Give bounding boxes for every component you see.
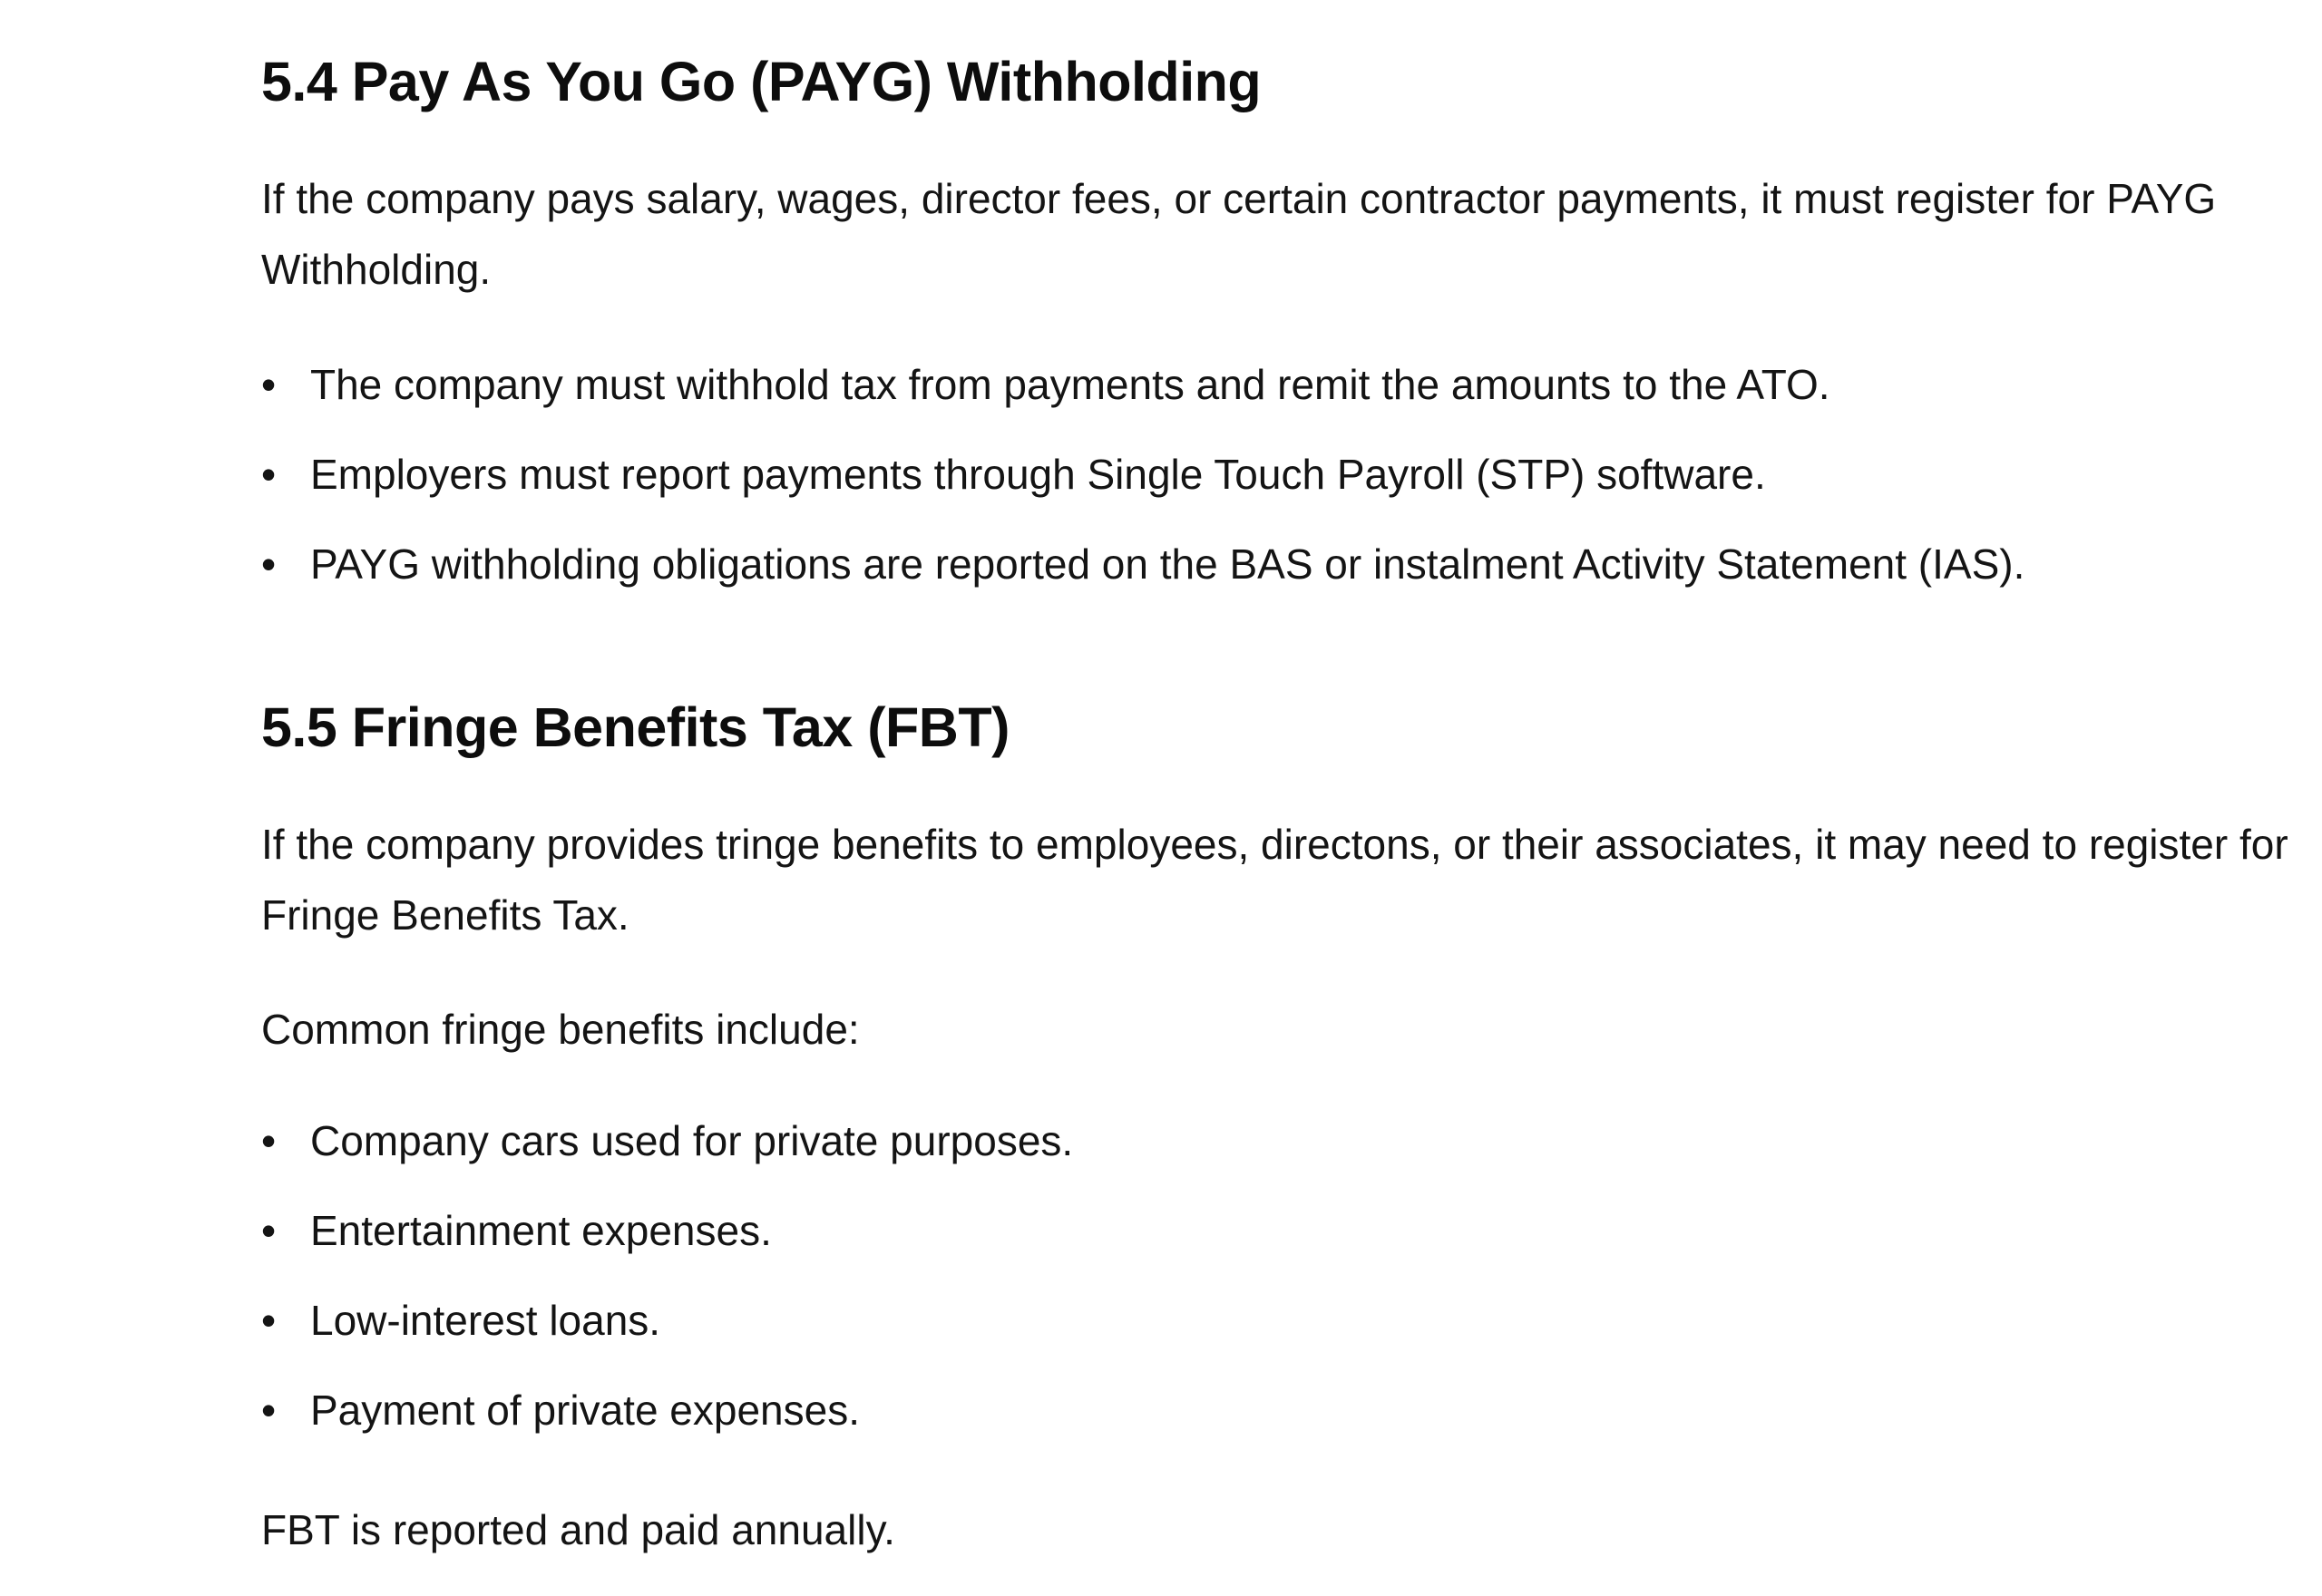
section-intro-fbt: If the company provides tringe benefits to employees, directons, or their associates, it may need to register for Fringe Benefits Tax.: [261, 821, 2288, 939]
bullet-icon: •: [261, 1207, 277, 1254]
bullet-list-fbt: [261, 1114, 2284, 1473]
list-item: [261, 537, 2284, 591]
bullet-icon: •: [261, 1297, 277, 1344]
section-intro-payg: If the company pays salary, wages, director fees, or certain contractor payments, it must register for PAYG Withholding.: [261, 175, 2217, 293]
list-item-text: Employers must report payments through Single Touch Payroll (STP) software.: [310, 451, 1766, 498]
list-item: [261, 1383, 2284, 1437]
bullet-list-payg: [261, 357, 2284, 627]
list-item-text: PAYG withholding obligations are reported on the BAS or instalment Activity Statement (IAS).: [310, 540, 2025, 588]
section-heading-fbt: 5.5 Fringe Benefits Tax (FBT): [261, 696, 1010, 758]
list-item: [261, 357, 2284, 412]
common-benefits-label: Common fringe benefits include:: [261, 1006, 860, 1053]
list-item-text: Payment of private expenses.: [310, 1387, 860, 1434]
list-item: [261, 1293, 2284, 1348]
list-item-text: The company must withhold tax from payments and remit the amounts to the ATO.: [310, 361, 1830, 408]
bullet-icon: •: [261, 1117, 277, 1164]
fbt-closing-text: FBT is reported and paid annually.: [261, 1506, 895, 1553]
bullet-icon: •: [261, 361, 277, 408]
list-item: [261, 1203, 2284, 1258]
list-item: [261, 447, 2284, 501]
list-item: [261, 1114, 2284, 1168]
bullet-icon: •: [261, 540, 277, 588]
list-item-text: Entertainment expenses.: [310, 1207, 772, 1254]
bullet-icon: •: [261, 1387, 277, 1434]
bullet-icon: •: [261, 451, 277, 498]
section-heading-payg: 5.4 Pay As You Go (PAYG) Withholding: [261, 51, 1262, 112]
list-item-text: Low-interest loans.: [310, 1297, 661, 1344]
list-item-text: Company cars used for private purposes.: [310, 1117, 1074, 1164]
